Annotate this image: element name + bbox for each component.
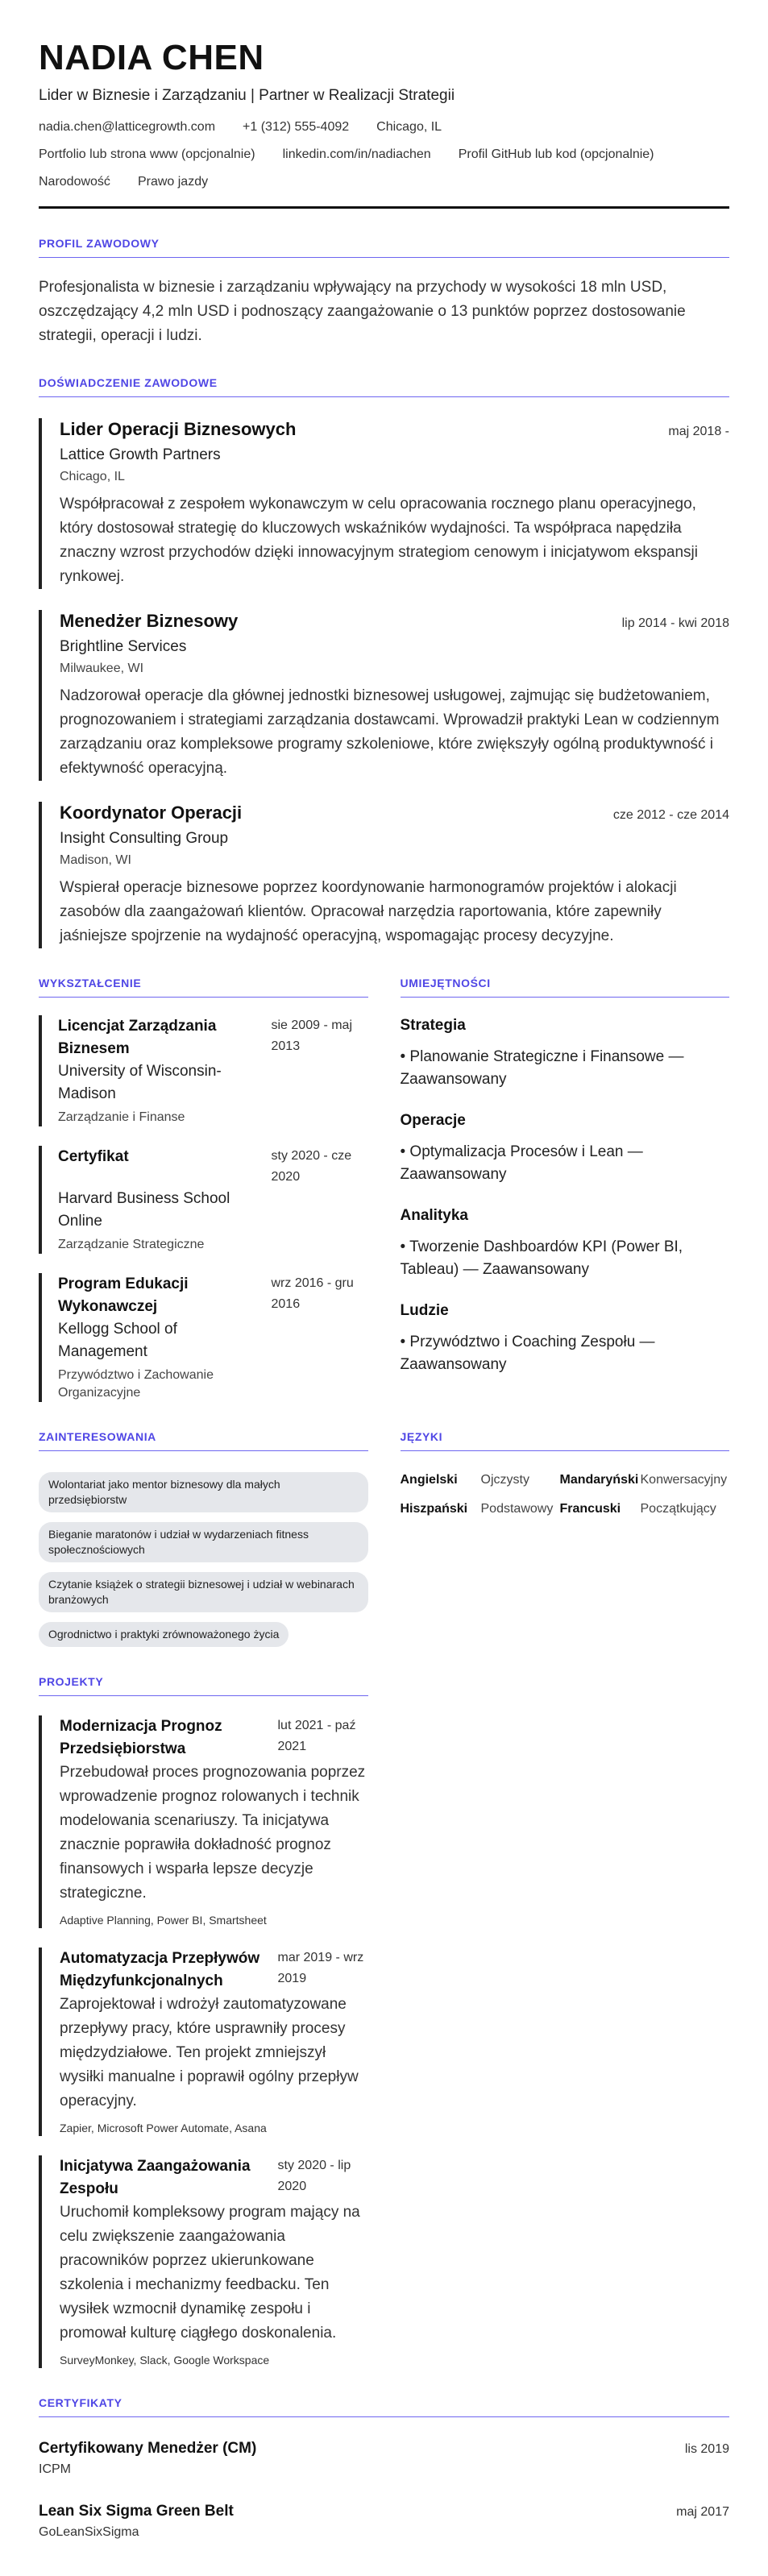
candidate-name: NADIA CHEN — [39, 38, 264, 77]
linkedin-link[interactable]: linkedin.com/in/nadiachen — [282, 147, 431, 161]
certification-name: Certyfikowany Menedżer (CM) — [39, 2440, 257, 2457]
section-title-certifications: CERTYFIKATY — [39, 2396, 729, 2417]
education-list — [39, 1015, 368, 1402]
skill-category: Analityka — [400, 1207, 468, 1224]
skill-group — [401, 1205, 730, 1281]
education-date: sie 2009 - maj 2013 — [271, 1018, 352, 1053]
job-title: Menedżer Biznesowy — [60, 611, 239, 631]
job-title: Lider Operacji Biznesowych — [60, 419, 297, 439]
section-title-profile: PROFIL ZAWODOWY — [39, 236, 729, 258]
project-title: Automatyzacja Przepływów Międzyfunkcjonalnych — [60, 1950, 260, 1989]
projects-empty-column — [401, 1674, 730, 2368]
education-field: Zarządzanie i Finanse — [58, 1110, 185, 1124]
certification-issuer: ICPM — [39, 2462, 71, 2476]
experience-entry — [39, 610, 729, 781]
job-description: Współpracował z zespołem wykonawczym w celu opracowania rocznego planu operacyjnego, który dostosował strategię do kluczowych wskaźników wydajności. Ta współpraca napędziła znaczny wzrost przychodów dzięki innowacyjnym strategiom cenowym i inicjatywom ekspansji rynkowej. — [60, 496, 698, 585]
interest-tag: Wolontariat jako mentor biznesowy dla małych przedsiębiorstw — [39, 1472, 368, 1512]
job-date: lip 2014 - kwi 2018 — [621, 616, 729, 630]
interests-section — [39, 1429, 368, 1647]
project-tools: Zapier, Microsoft Power Automate, Asana — [60, 2122, 267, 2134]
project-entry — [39, 1715, 368, 1928]
section-title-projects: PROJEKTY — [39, 1674, 368, 1696]
language-level: Podstawowy — [480, 1502, 554, 1516]
project-description: Zaprojektował i wdrożył zautomatyzowane przepływy pracy, które usprawniły procesy międzydziałowe. Ten projekt zmniejszył wysiłki manualne i poprawił ogólny przepływ operacyjny. — [60, 1996, 359, 2109]
job-company: Insight Consulting Group — [60, 830, 229, 847]
skill-item: • Planowanie Strategiczne i Finansowe — Zaawansowany — [400, 1048, 684, 1088]
section-title-education: WYKSZTAŁCENIE — [39, 976, 368, 998]
skill-group — [401, 1300, 730, 1376]
education-entry — [39, 1015, 368, 1126]
job-description: Nadzorował operacje dla głównej jednostki biznesowej usługowej, zajmując się budżetowaniem, prognozowaniem i strategiami zarządzania dostawcami. Wprowadził praktyki Lean w codziennym zarządzaniu oraz kompleksowe programy szkoleniowe, które zwiększyły ogólną produktywność i efektywność operacyjną. — [60, 687, 720, 777]
job-date: maj 2018 - — [668, 425, 729, 438]
interest-tag: Bieganie maratonów i udział w wydarzeniach fitness społecznościowych — [39, 1522, 368, 1562]
education-date: sty 2020 - cze 2020 — [271, 1149, 352, 1184]
github-link[interactable]: Profil GitHub lub kod (opcjonalnie) — [458, 147, 654, 161]
experience-list — [39, 418, 729, 948]
links-row — [39, 145, 729, 164]
certification-entry — [39, 2438, 729, 2479]
experience-entry — [39, 802, 729, 948]
projects-list — [39, 1715, 368, 2368]
contact-email[interactable]: nadia.chen@latticegrowth.com — [39, 120, 216, 134]
job-company: Lattice Growth Partners — [60, 446, 221, 463]
section-title-languages: JĘZYKI — [401, 1429, 730, 1451]
project-title: Inicjatywa Zaangażowania Zespołu — [60, 2158, 251, 2197]
education-field: Zarządzanie Strategiczne — [58, 1238, 205, 1251]
certifications-section — [39, 2396, 729, 2541]
language-name: Francuski — [559, 1502, 621, 1516]
skills-section — [401, 976, 730, 1402]
education-entry — [39, 1273, 368, 1402]
education-degree: Licencjat Zarządzania Biznesem — [58, 1018, 217, 1057]
project-date: sty 2020 - lip 2020 — [277, 2159, 351, 2193]
contact-location: Chicago, IL — [376, 120, 442, 134]
experience-entry — [39, 418, 729, 589]
language-level: Ojczysty — [480, 1473, 529, 1487]
certification-issuer: GoLeanSixSigma — [39, 2525, 139, 2539]
languages-grid — [401, 1472, 730, 1517]
project-tools: SurveyMonkey, Slack, Google Workspace — [60, 2354, 270, 2367]
profile-section — [39, 236, 729, 348]
nationality-field: Narodowość — [39, 175, 110, 189]
skill-group — [401, 1110, 730, 1186]
section-title-interests: ZAINTERESOWANIA — [39, 1429, 368, 1451]
portfolio-link[interactable]: Portfolio lub strona www (opcjonalnie) — [39, 147, 255, 161]
language-name: Angielski — [400, 1473, 458, 1487]
personal-row — [39, 172, 729, 192]
education-skills-row — [39, 976, 729, 1402]
section-title-skills: UMIEJĘTNOŚCI — [401, 976, 730, 998]
certification-entry — [39, 2501, 729, 2541]
skill-item: • Tworzenie Dashboardów KPI (Power BI, Tableau) — Zaawansowany — [400, 1238, 683, 1278]
skill-item: • Przywództwo i Coaching Zespołu — Zaawansowany — [400, 1334, 655, 1373]
header-divider — [39, 206, 729, 209]
job-location: Chicago, IL — [60, 470, 125, 483]
project-description: Przebudował proces prognozowania poprzez wprowadzenie prognoz rolowanych i technik modelowania scenariuszy. Ta inicjatywa znacznie poprawiła dokładność prognoz finansowych i wsparła lepsze decyzje strategiczne. — [60, 1764, 366, 1902]
job-location: Milwaukee, WI — [60, 662, 144, 675]
languages-section — [401, 1429, 730, 1647]
job-description: Wspierał operacje biznesowe poprzez koordynowanie harmonogramów projektów i alokacji zasobów dla zaangażowań klientów. Opracował narzędzia raportowania, które zapewniły jaśniejsze spojrzenie na wydajność operacyjną, wspomagając procesy decyzyjne. — [60, 879, 677, 944]
project-date: mar 2019 - wrz 2019 — [277, 1951, 364, 1985]
contact-phone[interactable]: +1 (312) 555-4092 — [243, 120, 350, 134]
experience-section — [39, 375, 729, 948]
candidate-headline: Lider w Biznesie i Zarządzaniu | Partner w Realizacji Strategii — [39, 87, 455, 104]
language-name: Mandaryński — [559, 1473, 639, 1487]
education-school: University of Wisconsin-Madison — [58, 1063, 222, 1102]
language-level: Konwersacyjny — [640, 1473, 728, 1487]
projects-row — [39, 1674, 729, 2368]
project-description: Uruchomił kompleksowy program mający na celu zwiększenie zaangażowania pracowników poprzez ukierunkowane szkolenia i mechanizmy feedbacku. Ten wysiłek wzmocnił dynamikę zespołu i promował kulturę ciągłego doskonalenia. — [60, 2204, 360, 2342]
driving-license-field: Prawo jazdy — [137, 175, 209, 189]
skill-group — [401, 1015, 730, 1091]
project-tools: Adaptive Planning, Power BI, Smartsheet — [60, 1914, 267, 1927]
certification-date: lis 2019 — [684, 2442, 729, 2456]
job-company: Brightline Services — [60, 638, 187, 655]
project-date: lut 2021 - paź 2021 — [277, 1719, 356, 1753]
job-date: cze 2012 - cze 2014 — [612, 808, 729, 822]
project-title: Modernizacja Prognoz Przedsiębiorstwa — [60, 1718, 222, 1757]
skill-category: Strategia — [400, 1017, 466, 1034]
project-entry — [39, 2155, 368, 2368]
skill-category: Ludzie — [400, 1302, 449, 1319]
job-title: Koordynator Operacji — [60, 803, 243, 823]
interest-tag: Czytanie książek o strategii biznesowej i udział w webinarach branżowych — [39, 1572, 368, 1612]
education-school: Kellogg School of Management — [58, 1321, 177, 1360]
job-location: Madison, WI — [60, 853, 131, 867]
project-entry — [39, 1948, 368, 2136]
section-title-experience: DOŚWIADCZENIE ZAWODOWE — [39, 375, 729, 397]
language-name: Hiszpański — [400, 1502, 468, 1516]
profile-summary: Profesjonalista w biznesie i zarządzaniu wpływający na przychody w wysokości 18 mln USD, oszczędzający 4,2 mln USD i podnoszący zaangażowanie o 13 punktów poprzez dostosowanie strategii, operacji i ludzi. — [39, 279, 686, 344]
education-degree: Certyfikat — [58, 1148, 129, 1165]
education-entry — [39, 1146, 368, 1254]
education-degree: Program Edukacji Wykonawczej — [58, 1276, 189, 1315]
certifications-list — [39, 2438, 729, 2541]
education-section — [39, 976, 368, 1402]
skill-category: Operacje — [400, 1112, 466, 1129]
certification-name: Lean Six Sigma Green Belt — [39, 2503, 234, 2520]
language-level: Początkujący — [640, 1502, 716, 1516]
education-school: Harvard Business School Online — [58, 1190, 230, 1230]
resume-header — [39, 35, 729, 209]
skills-list — [401, 1015, 730, 1376]
contact-row — [39, 118, 729, 137]
projects-section — [39, 1674, 368, 2368]
education-field: Przywództwo i Zachowanie Organizacyjne — [58, 1368, 214, 1400]
certification-date: maj 2017 — [676, 2505, 729, 2519]
skill-item: • Optymalizacja Procesów i Lean — Zaawansowany — [400, 1143, 643, 1183]
interest-tag: Ogrodnictwo i praktyki zrównoważonego życia — [39, 1622, 289, 1647]
interests-list — [39, 1472, 368, 1647]
interests-languages-row — [39, 1429, 729, 1647]
education-date: wrz 2016 - gru 2016 — [271, 1276, 354, 1311]
